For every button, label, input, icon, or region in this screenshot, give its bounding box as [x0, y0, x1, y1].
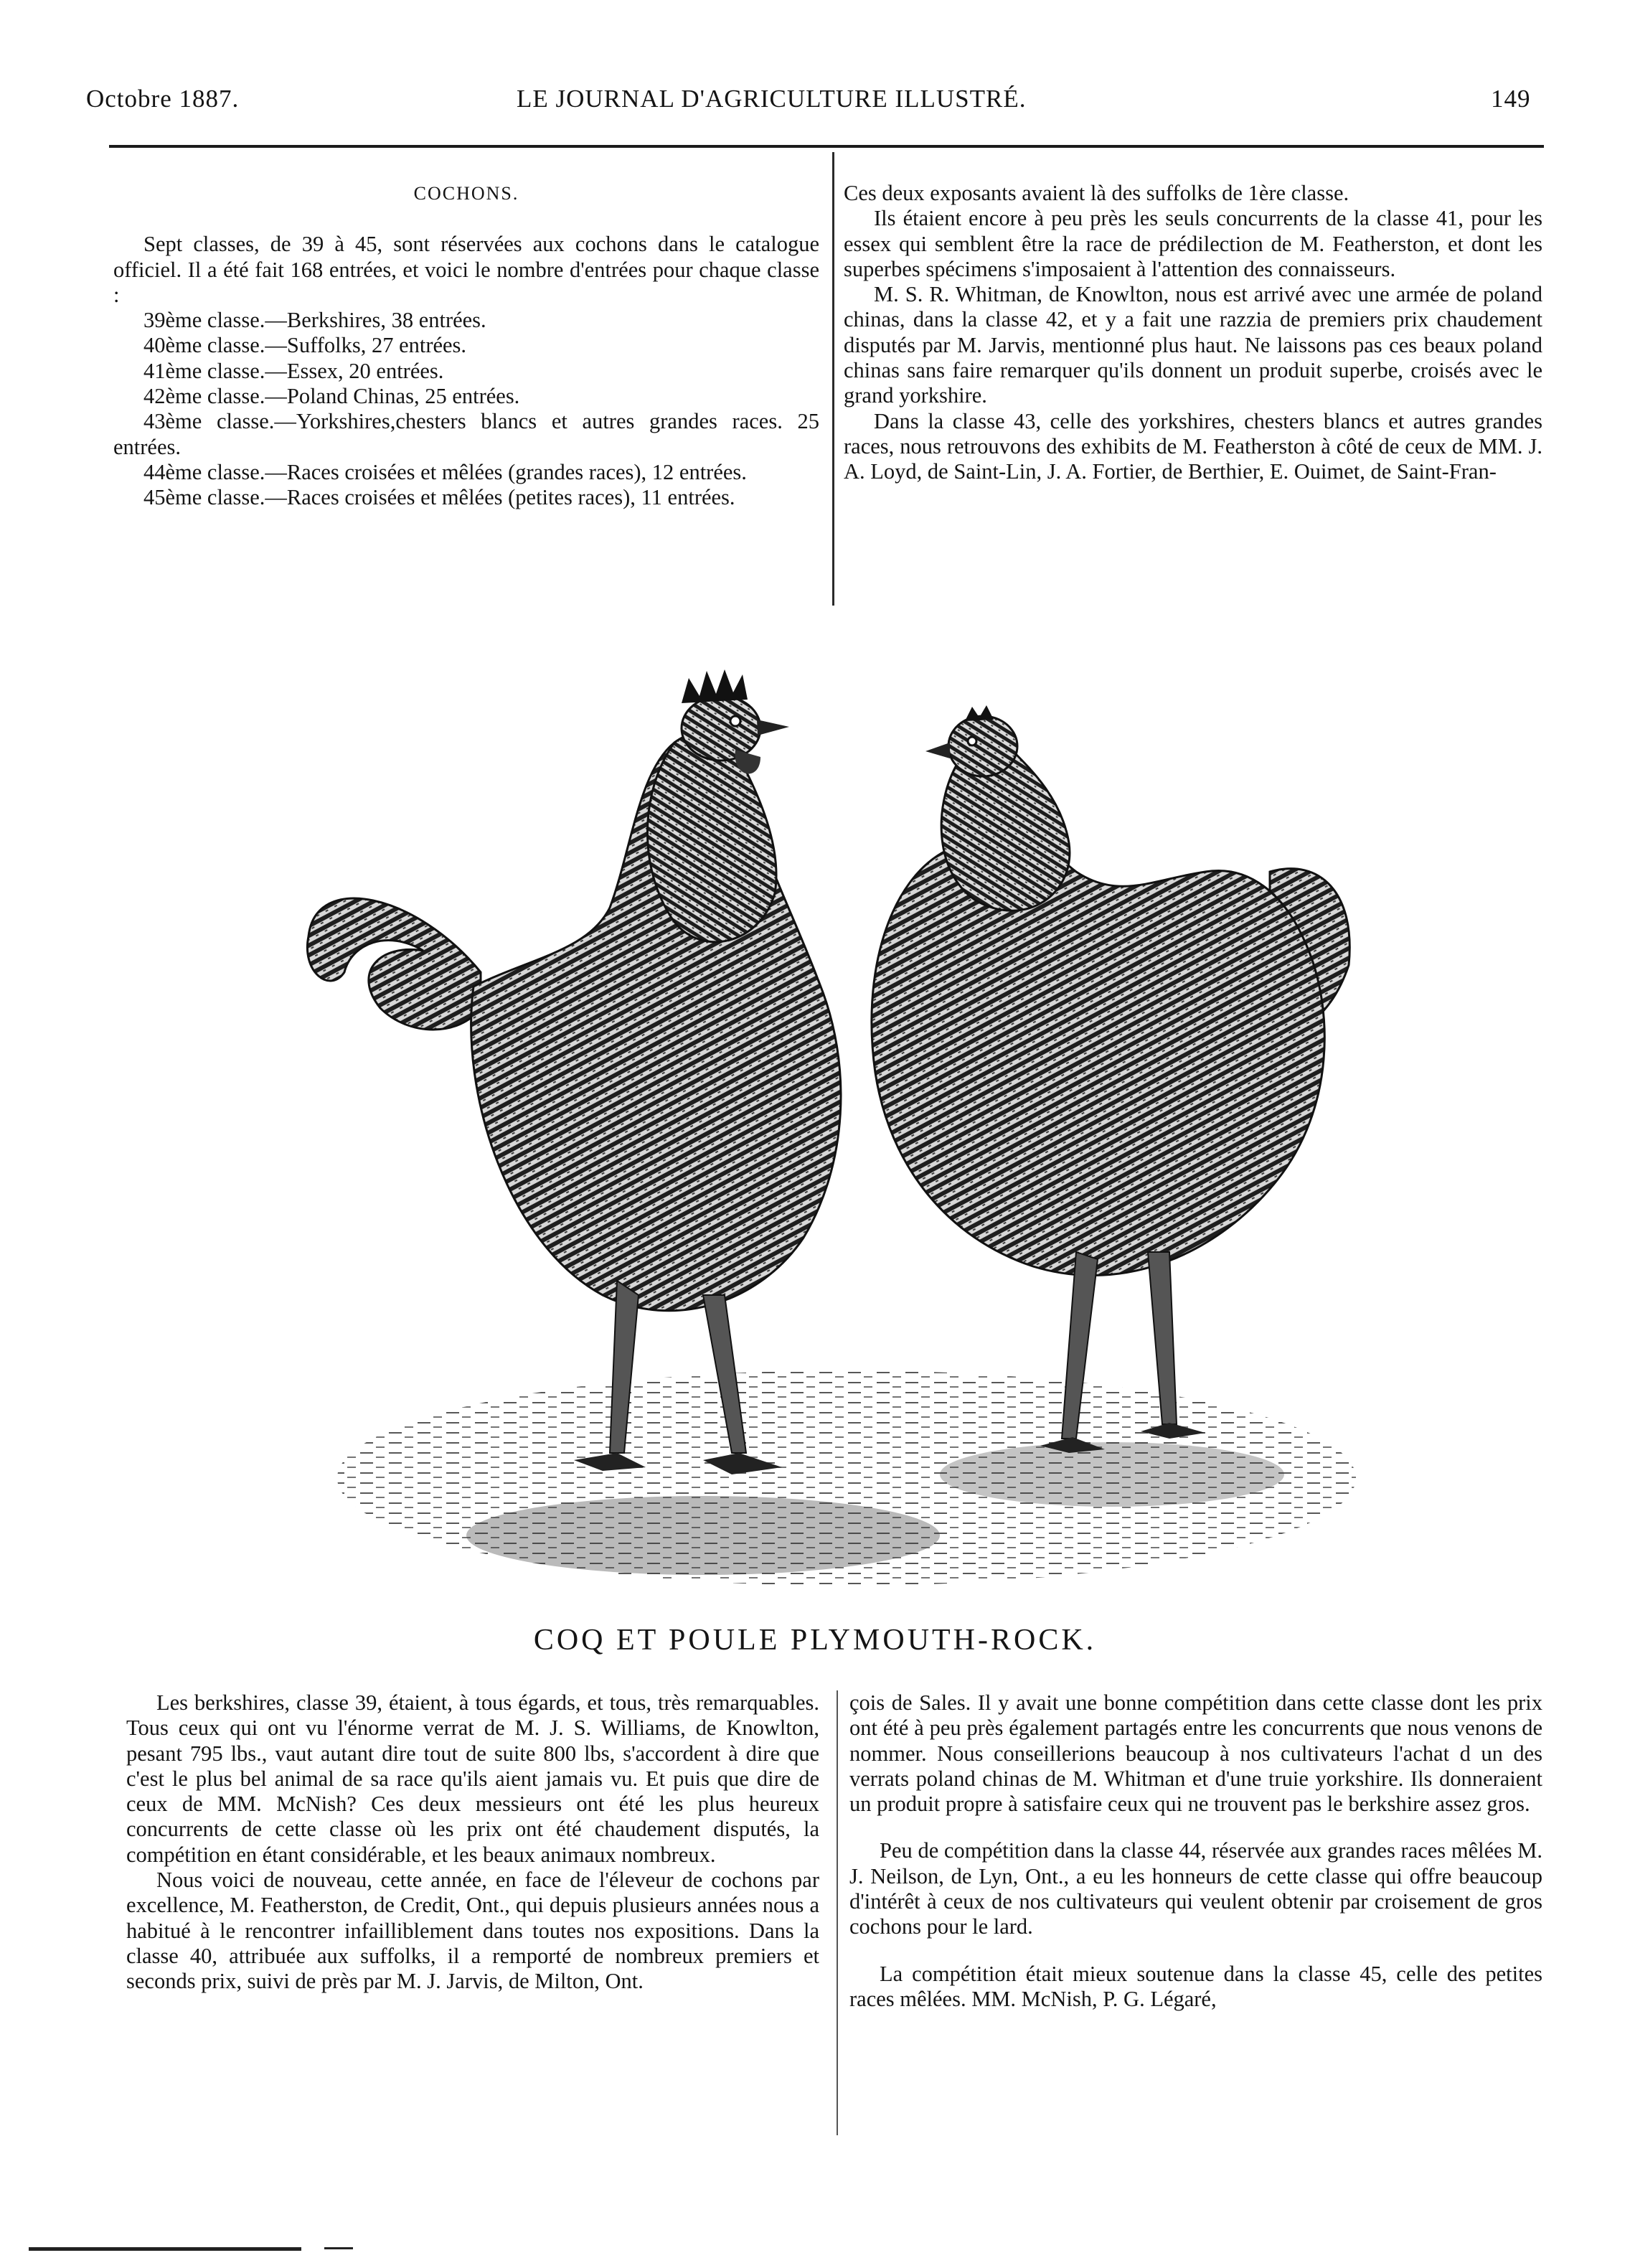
- section-intro: Sept classes, de 39 à 45, sont réservées aux cochons dans le catalogue officiel. Il a été fait 168 entrées, et voici le nombre d'entrées pour chaque classe :: [113, 232, 819, 307]
- rooster-hen-illustration: [301, 635, 1363, 1611]
- column-divider-top: [832, 152, 834, 606]
- paragraph: La compétition était mieux soutenue dans la classe 45, celle des petites races mêlées. MM. McNish, P. G. Légaré,: [849, 1961, 1542, 2011]
- column-bottom-left: [126, 1690, 819, 1995]
- paragraph: Dans la classe 43, celle des yorkshires, chesters blancs et autres grandes races, nous retrouvons des exhibits de M. Featherston à côté de ceux de MM. J. A. Loyd, de Saint-Lin, J. A. Fortier, de Berthier, E. Ouimet, de Saint-Fran-: [844, 408, 1542, 484]
- ground-shading: [337, 1370, 1356, 1586]
- column-divider-bottom: [837, 1690, 838, 2135]
- paragraph: Les berkshires, classe 39, étaient, à tous égards, et tous, très remarquables. Tous ceux qui ont vu l'énorme verrat de M. J. S. Williams, de Knowlton, pesant 795 lbs., vaut autant dire tout de suite 800 lbs, s'accordent à dire que c'est le plus bel animal de sa race qu'ils aient jamais vu. Et puis que dire de ceux de MM. McNish? Ces deux messieurs ont été les plus heureux concurrents de cette classe où les prix ont été chaudement disputés, la compétition en étant considérable, et les beaux animaux nombreux.: [126, 1690, 819, 1867]
- class-entry: 41ème classe.—Essex, 20 entrées.: [143, 358, 444, 383]
- rooster-figure: [307, 669, 841, 1474]
- class-entry: 39ème classe.—Berkshires, 38 entrées.: [143, 308, 486, 333]
- journal-title: LE JOURNAL D'AGRICULTURE ILLUSTRÉ.: [517, 85, 1027, 113]
- column-top-left: [113, 181, 819, 511]
- section-heading: COCHONS.: [413, 183, 519, 204]
- class-entry: 44ème classe.—Races croisées et mêlées (grandes races), 12 entrées.: [143, 459, 747, 484]
- class-entry: 45ème classe.—Races croisées et mêlées (petites races), 11 entrées.: [143, 485, 735, 510]
- footer-rule-mark: [324, 2247, 353, 2249]
- figure-caption: COQ ET POULE PLYMOUTH-ROCK.: [533, 1624, 1097, 1657]
- paragraph: Ils étaient encore à peu près les seuls concurrents de la classe 41, pour les essex qui semblent être la race de prédilection de M. Featherston, et dont les superbes spécimens s'imposaient à l'attention des connaisseurs.: [844, 206, 1542, 281]
- paragraph: Nous voici de nouveau, cette année, en face de l'éleveur de cochons par excellence, M. Featherston, de Credit, Ont., qui depuis plusieurs années nous a habitué à le rencontrer infailliblement dans toutes nos expositions. Dans la classe 40, attribuée aux suffolks, il a remporté de nombreux premiers et seconds prix, suivi de près par M. J. Jarvis, de Milton, Ont.: [126, 1868, 819, 1994]
- header-date: Octobre 1887.: [86, 85, 240, 113]
- class-entry: 40ème classe.—Suffolks, 27 entrées.: [143, 333, 467, 358]
- paragraph: Peu de compétition dans la classe 44, réservée aux grandes races mêlées M. J. Neilson, de Lyn, Ont., a eu les honneurs de cette classe qui offre beaucoup d'intérêt à ceux de nos cultivateurs qui veulent obtenir par croisement de gros cochons pour le lard.: [849, 1838, 1542, 1939]
- column-top-right: [844, 181, 1542, 485]
- footer-rule: [29, 2247, 301, 2251]
- paragraph: Ces deux exposants avaient là des suffolks de 1ère classe.: [844, 181, 1349, 205]
- class-entry: 42ème classe.—Poland Chinas, 25 entrées.: [143, 384, 520, 409]
- class-entry: 43ème classe.—Yorkshires,chesters blancs et autres grandes races. 25 entrées.: [113, 409, 819, 459]
- page-number: 149: [1491, 85, 1531, 113]
- paragraph: çois de Sales. Il y avait une bonne compétition dans cette classe dont les prix ont été à peu près également partagés entre les concurrents que nous venons de nommer. Nous conseillerions beaucoup à nos cultivateurs l'achat d un des verrats poland chinas de M. Whitman et d'une truie yorkshire. Ils donneraient un produit propre à satisfaire ceux qui ne trouvent pas le berkshire assez gros.: [849, 1690, 1542, 1817]
- hen-figure: [872, 705, 1349, 1453]
- header-rule: [109, 145, 1544, 148]
- paragraph: M. S. R. Whitman, de Knowlton, nous est arrivé avec une armée de poland chinas, dans la classe 42, et y a fait une razzia de premiers prix chaudement disputés par M. Jarvis, mentionné plus haut. Ne laissons pas ces beaux poland chinas sans faire remarquer qu'ils donnent un produit superbe, croisés avec le grand yorkshire.: [844, 282, 1542, 408]
- column-bottom-right: [849, 1690, 1542, 2012]
